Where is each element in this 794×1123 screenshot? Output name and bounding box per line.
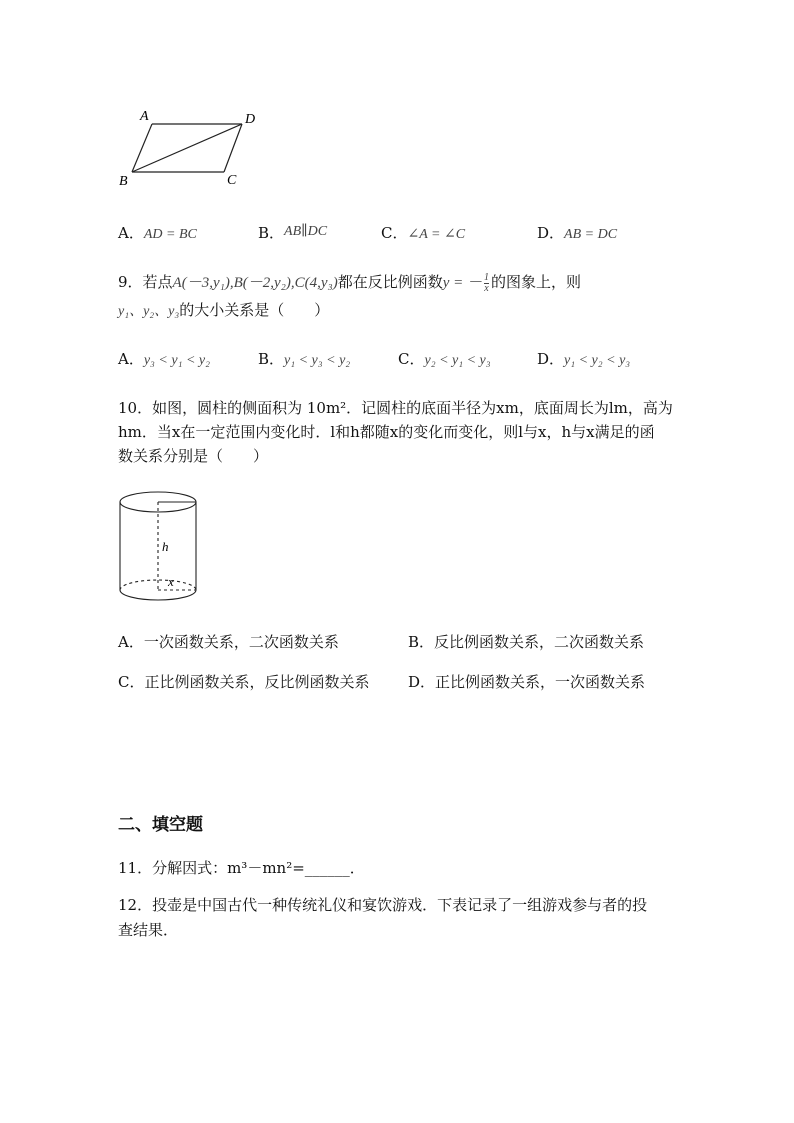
q10-line2: hm．当x在一定范围内变化时．l和h都随x的变化而变化，则l与x，h与x满足的函	[118, 423, 655, 441]
label-b: B	[119, 174, 128, 189]
label-a: A	[140, 109, 149, 124]
q10-option-b[interactable]: B．反比例函数关系，二次函数关系	[408, 633, 645, 651]
q12-line2: 查结果．	[118, 921, 179, 939]
q9-line1: 9．若点A(－3,y₁),B(－2,y₂),C(4,y₃)都在反比例函数y = － $\frac{1}{x}$ 的图象上，则	[118, 271, 582, 294]
q9-line2: y₁、y₂、y₃的大小关系是（ ）	[118, 301, 330, 319]
q8-option-d[interactable]: D．AB = DC	[537, 224, 618, 242]
q10-option-a[interactable]: A．一次函数关系，二次函数关系	[118, 633, 339, 651]
label-d: D	[245, 112, 256, 127]
q10-option-c[interactable]: C．正比例函数关系，反比例函数关系	[118, 673, 370, 691]
cylinder-bottom-front	[120, 590, 196, 600]
q10-option-d[interactable]: D．正比例函数关系，一次函数关系	[408, 673, 646, 691]
fraction: $\frac{1}{x}$	[484, 271, 490, 294]
q9-option-c[interactable]: C．y₂ < y₁ < y₃	[398, 350, 491, 368]
q9-option-d[interactable]: D．y₁ < y₂ < y₃	[537, 350, 631, 368]
q9-option-a[interactable]: A．y₃ < y₁ < y₂	[118, 350, 210, 368]
label-h: h	[162, 539, 169, 554]
q8-option-b[interactable]: B．AB∥DC	[258, 224, 328, 242]
q8-option-a[interactable]: A．AD = BC	[118, 224, 197, 242]
parallelogram-figure	[110, 100, 270, 195]
q9-option-b[interactable]: B．y₁ < y₃ < y₂	[258, 350, 351, 368]
q10-line1: 10．如图，圆柱的侧面积为 10m²．记圆柱的底面半径为xm，底面周长为lm，高为	[118, 399, 673, 417]
section-title: 二、填空题	[118, 815, 203, 835]
label-c: C	[227, 173, 237, 188]
q8-option-c[interactable]: C．∠A = ∠C	[381, 224, 466, 242]
q11: 11．分解因式：m³－mn²=______．	[118, 859, 365, 877]
label-x: x	[168, 574, 174, 589]
q10-line3: 数关系分别是（ ）	[118, 447, 269, 465]
cylinder-figure	[112, 485, 207, 610]
q12-line1: 12．投壶是中国古代一种传统礼仪和宴饮游戏．下表记录了一组游戏参与者的投	[118, 896, 648, 914]
